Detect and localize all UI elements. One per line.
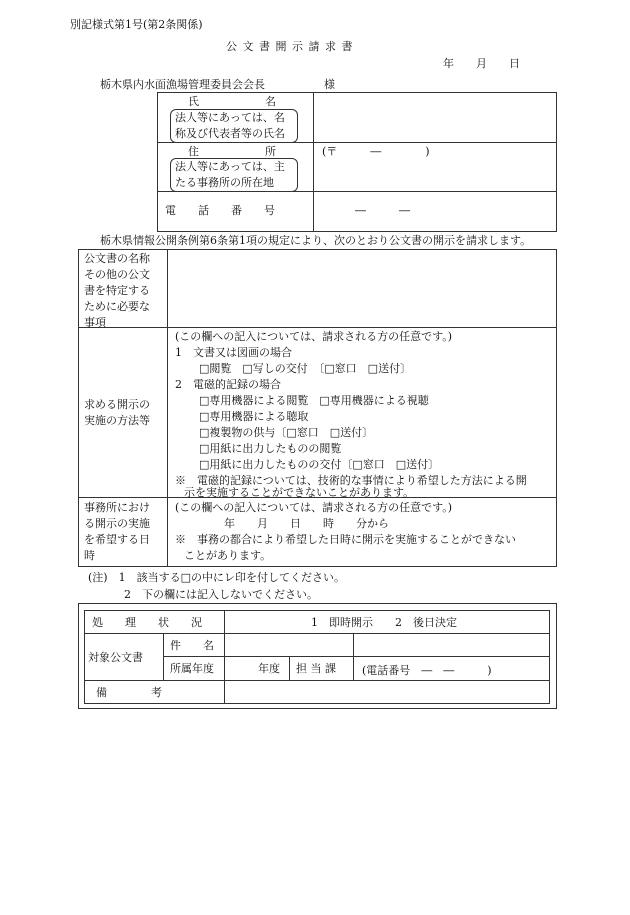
name-input[interactable] xyxy=(320,112,550,134)
processing-status-value: 1 即時開示 2 後日決定 xyxy=(311,616,457,629)
subject-label: 件 名 xyxy=(170,639,214,652)
method-electronic-option-listen[interactable]: □専用機器による聴取 xyxy=(199,410,309,423)
name-note: 法人等にあっては、名 称及び代表者等の氏名 xyxy=(170,109,298,143)
method-paper-heading: 1 文書又は図画の場合 xyxy=(175,346,292,359)
method-electronic-option-print-issue[interactable]: □用紙に出力したものの交付〔□窓口 □送付〕 xyxy=(199,458,440,471)
method-paper-options[interactable]: □閲覧 □写しの交付 〔□窓口 □送付〕 xyxy=(199,362,412,375)
section-label: 担 当 課 xyxy=(296,662,336,675)
method-note: (この欄への記入については、請求される方の任意です。) xyxy=(175,330,452,343)
schedule-label: 事務所におけ る開示の実施 を希望する日 時 xyxy=(84,501,150,562)
section-phone: (電話番号 ― ― ) xyxy=(362,664,492,677)
method-electronic-option-view[interactable]: □専用機器による閲覧 □専用機器による視聴 xyxy=(199,394,429,407)
method-label: 求める開示の 実施の方法等 xyxy=(84,398,150,427)
note-1: (注) 1 該当する□の中にレ印を付してください。 xyxy=(88,571,345,584)
processing-status-label: 処 理 状 況 xyxy=(92,616,202,629)
name-label: 氏 名 xyxy=(188,95,276,108)
addressee: 栃木県内水面漁場管理委員会会長 xyxy=(100,78,265,91)
address-label: 住 所 xyxy=(188,145,276,158)
target-document-label: 対象公文書 xyxy=(88,651,143,664)
addressee-honorific: 様 xyxy=(324,78,335,91)
method-caution-2: 示を実施することができないことがあります。 xyxy=(184,486,415,499)
method-caution-1: ※ 電磁的記録については、技術的な事情により希望した方法による開 xyxy=(175,474,527,487)
schedule-caution-2: ことがあります。 xyxy=(184,549,272,562)
intro-statement: 栃木県情報公開条例第6条第1項の規定により、次のとおり公文書の開示を請求します。 xyxy=(100,234,532,247)
note-2: 2 下の欄には記入しないでください。 xyxy=(124,588,318,601)
method-electronic-heading: 2 電磁的記録の場合 xyxy=(175,378,281,391)
phone-label: 電 話 番 号 xyxy=(165,204,275,217)
document-spec-input[interactable] xyxy=(172,256,550,322)
schedule-datetime-field[interactable]: 年 月 日 時 分から xyxy=(224,517,389,530)
page-title: 公 文 書 開 示 請 求 書 xyxy=(226,40,354,53)
postal-code-field[interactable]: (〒 ― ) xyxy=(322,145,430,158)
document-spec-label: 公文書の名称 その他の公文 書を特定する ために必要な 事項 xyxy=(84,252,150,329)
date-line[interactable]: 年 月 日 xyxy=(443,57,520,70)
form-number: 別記様式第1号(第2条関係) xyxy=(70,18,203,31)
schedule-note: (この欄への記入については、請求される方の任意です。) xyxy=(175,501,452,514)
year-label: 所属年度 xyxy=(170,662,214,675)
phone-field[interactable]: ― ― xyxy=(355,204,410,217)
method-electronic-option-copy[interactable]: □複製物の供与〔□窓口 □送付〕 xyxy=(199,426,374,439)
method-electronic-option-print-view[interactable]: □用紙に出力したものの閲覧 xyxy=(199,442,342,455)
year-unit: 年度 xyxy=(258,662,280,675)
remarks-label: 備 考 xyxy=(96,686,162,699)
address-note: 法人等にあっては、主 たる事務所の所在地 xyxy=(170,158,298,192)
schedule-caution-1: ※ 事務の都合により希望した日時に開示を実施することができない xyxy=(175,533,516,546)
